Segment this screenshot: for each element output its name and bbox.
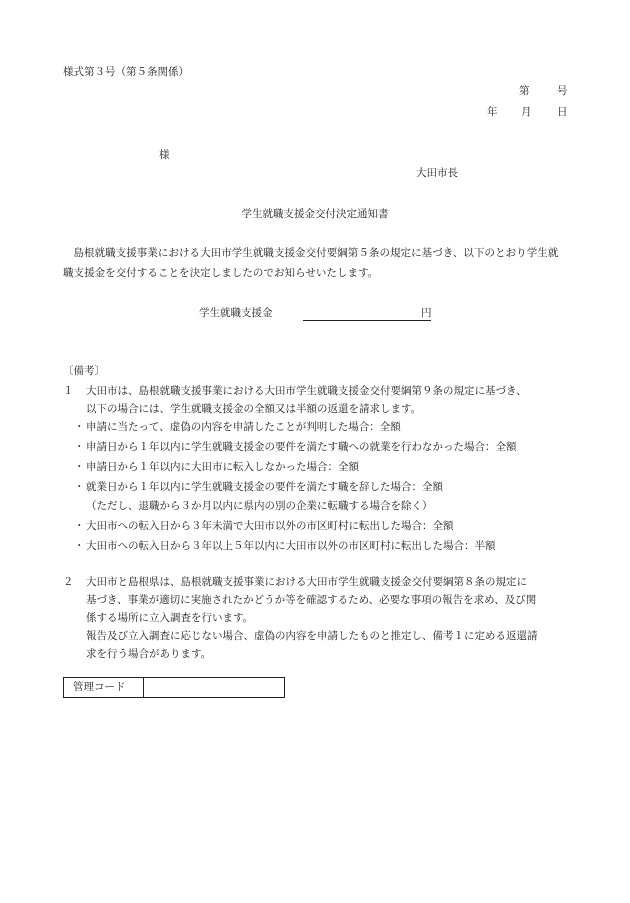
- list-item-note: （ただし、退職から３か月以内に県内の別の企業に転職する場合を除く）: [86, 500, 433, 512]
- list-item: [74, 420, 401, 434]
- sender: 大田市長: [416, 167, 458, 179]
- body-paragraph: 島根就職支援事業における大田市学生就職支援金交付要綱第５条の規定に基づき、以下のとおり学生就職支援金を交付することを決定しましたのでお知らせいたします。: [63, 247, 559, 279]
- bullet-mark: ・: [74, 421, 85, 433]
- remark-1-number: １: [63, 385, 74, 397]
- addressee: 様: [159, 149, 170, 161]
- list-item-text: 申請日から１年以内に学生就職支援金の要件を満たす職への就業を行わなかった場合：全額: [86, 441, 517, 453]
- management-code-table: [63, 677, 285, 698]
- list-item: [74, 460, 359, 474]
- bullet-mark: ・: [74, 461, 85, 473]
- remark-2-line: 報告及び立入調査に応じない場合、虚偽の内容を申請したものと推定し、備考１に定める返還請: [86, 630, 538, 642]
- amount-label: 学生就職支援金: [199, 307, 273, 319]
- list-item: [74, 519, 454, 533]
- remark-2-line: 基づき、事業が適切に実施されたかどうか等を確認するため、必要な事項の報告を求め、及び関: [86, 594, 537, 606]
- bullet-mark: ・: [74, 540, 85, 552]
- list-item-text: 大田市への転入日から３年以上５年以内に大田市以外の市区町村に転出した場合：半額: [86, 540, 496, 552]
- document-title: 学生就職支援金交付決定通知書: [241, 208, 389, 220]
- bullet-mark: ・: [74, 441, 85, 453]
- list-item: [74, 440, 517, 454]
- list-item: [74, 539, 496, 553]
- remark-2-line: 大田市と島根県は、島根就職支援事業における大田市学生就職支援金交付要綱第８条の規定に: [86, 576, 527, 588]
- management-code-label: 管理コード: [64, 678, 144, 697]
- management-code-field: [144, 678, 284, 697]
- date-day: 日: [557, 106, 568, 118]
- bullet-mark: ・: [74, 481, 85, 493]
- remarks-title: 〔備考〕: [63, 365, 105, 377]
- remark-2-line: 係する場所に立入調査を行います。: [86, 612, 254, 624]
- remark-1-line: 大田市は、島根就職支援事業における大田市学生就職支援金交付要綱第９条の規定に基づき、: [86, 385, 527, 397]
- document-number-go: 号: [557, 85, 568, 97]
- form-number: 様式第３号（第５条関係）: [63, 66, 189, 78]
- bullet-mark: ・: [74, 520, 85, 532]
- list-item-text: 申請に当たって、虚偽の内容を申請したことが判明した場合：全額: [86, 421, 401, 433]
- document-number-dai: 第: [519, 85, 530, 97]
- date-month: 月: [521, 106, 532, 118]
- remark-2-line: 求を行う場合があります。: [86, 648, 212, 660]
- list-item-text: 就業日から１年以内に学生就職支援金の要件を満たす職を辞した場合：全額: [86, 481, 443, 493]
- list-item-text: 大田市への転入日から３年未満で大田市以外の市区町村に転出した場合：全額: [86, 520, 454, 532]
- remark-1-line: 以下の場合には、学生就職支援金の全額又は半額の返還を請求します。: [86, 403, 422, 415]
- remark-2-number: ２: [63, 576, 74, 588]
- amount-unit: 円: [421, 307, 432, 319]
- amount-field: [303, 306, 431, 321]
- list-item-text: 申請日から１年以内に大田市に転入しなかった場合：全額: [86, 461, 359, 473]
- date-year: 年: [487, 106, 498, 118]
- list-item: [74, 480, 443, 494]
